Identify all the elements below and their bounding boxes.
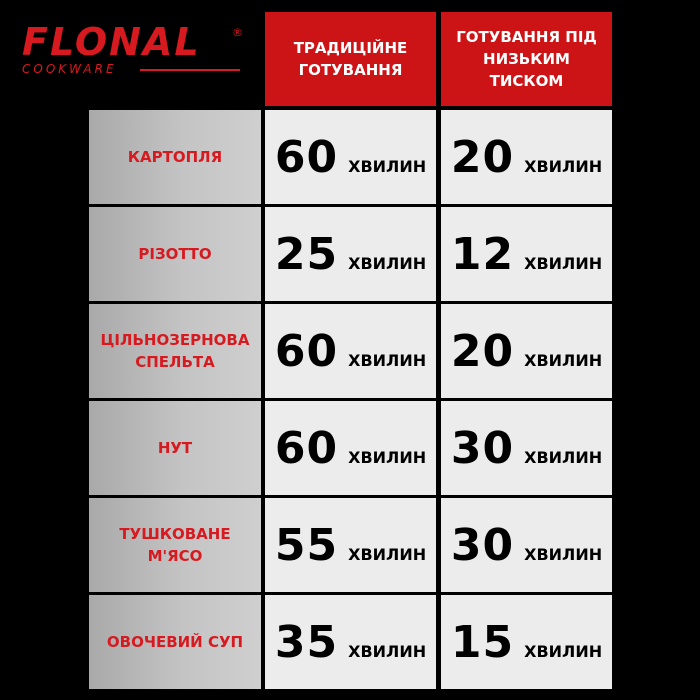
row-pressure-time	[441, 207, 612, 301]
pressure-minutes-value: 15	[450, 617, 515, 668]
row-pressure-time	[441, 595, 612, 689]
row-traditional-time	[265, 498, 436, 592]
row-traditional-time	[265, 595, 436, 689]
minutes-unit: ХВИЛИН	[348, 351, 427, 370]
minutes-unit: ХВИЛИН	[348, 448, 427, 467]
food-name: КАРТОПЛЯ	[127, 148, 223, 166]
registered-mark: ®	[232, 26, 243, 39]
row-pressure-time	[441, 498, 612, 592]
row-traditional-time	[265, 401, 436, 495]
row-pressure-time	[441, 304, 612, 398]
traditional-minutes-value: 60	[274, 326, 339, 377]
minutes-unit: ХВИЛИН	[348, 254, 427, 273]
food-name: ОВОЧЕВИЙ СУП	[106, 633, 244, 651]
header-traditional-label: ТРАДИЦІЙНЕ ГОТУВАННЯ	[293, 39, 408, 79]
pressure-minutes-value: 12	[450, 229, 515, 280]
pressure-minutes-value: 30	[450, 520, 515, 571]
minutes-unit: ХВИЛИН	[348, 642, 427, 661]
row-food-label	[89, 304, 261, 398]
traditional-minutes-value: 25	[274, 229, 339, 280]
minutes-unit: ХВИЛИН	[524, 351, 603, 370]
row-traditional-time	[265, 304, 436, 398]
food-name: ЦІЛЬНОЗЕРНОВА СПЕЛЬТА	[100, 331, 250, 371]
food-name: ТУШКОВАНЕ М'ЯСО	[119, 525, 231, 565]
brand-name: FLONAL	[22, 20, 201, 64]
pressure-minutes-value: 20	[450, 326, 515, 377]
row-food-label	[89, 498, 261, 592]
traditional-minutes-value: 35	[274, 617, 339, 668]
header-traditional-cooking	[265, 12, 436, 106]
row-traditional-time	[265, 110, 436, 204]
pressure-minutes-value: 20	[450, 132, 515, 183]
minutes-unit: ХВИЛИН	[348, 545, 427, 564]
row-food-label	[89, 401, 261, 495]
header-pressure-label: ГОТУВАННЯ ПІД НИЗЬКИМ ТИСКОМ	[456, 28, 597, 90]
minutes-unit: ХВИЛИН	[524, 157, 603, 176]
brand-tagline: COOKWARE	[22, 62, 117, 76]
traditional-minutes-value: 60	[274, 423, 339, 474]
row-traditional-time	[265, 207, 436, 301]
row-pressure-time	[441, 110, 612, 204]
minutes-unit: ХВИЛИН	[524, 545, 603, 564]
minutes-unit: ХВИЛИН	[524, 448, 603, 467]
row-food-label	[89, 595, 261, 689]
food-name: РІЗОТТО	[138, 245, 212, 263]
minutes-unit: ХВИЛИН	[348, 157, 427, 176]
pressure-minutes-value: 30	[450, 423, 515, 474]
row-food-label	[89, 207, 261, 301]
logo-underline	[140, 69, 240, 71]
food-name: НУТ	[157, 439, 193, 457]
header-pressure-cooking	[441, 12, 612, 106]
traditional-minutes-value: 55	[274, 520, 339, 571]
traditional-minutes-value: 60	[274, 132, 339, 183]
row-pressure-time	[441, 401, 612, 495]
row-food-label	[89, 110, 261, 204]
brand-logo	[20, 22, 242, 78]
minutes-unit: ХВИЛИН	[524, 642, 603, 661]
minutes-unit: ХВИЛИН	[524, 254, 603, 273]
